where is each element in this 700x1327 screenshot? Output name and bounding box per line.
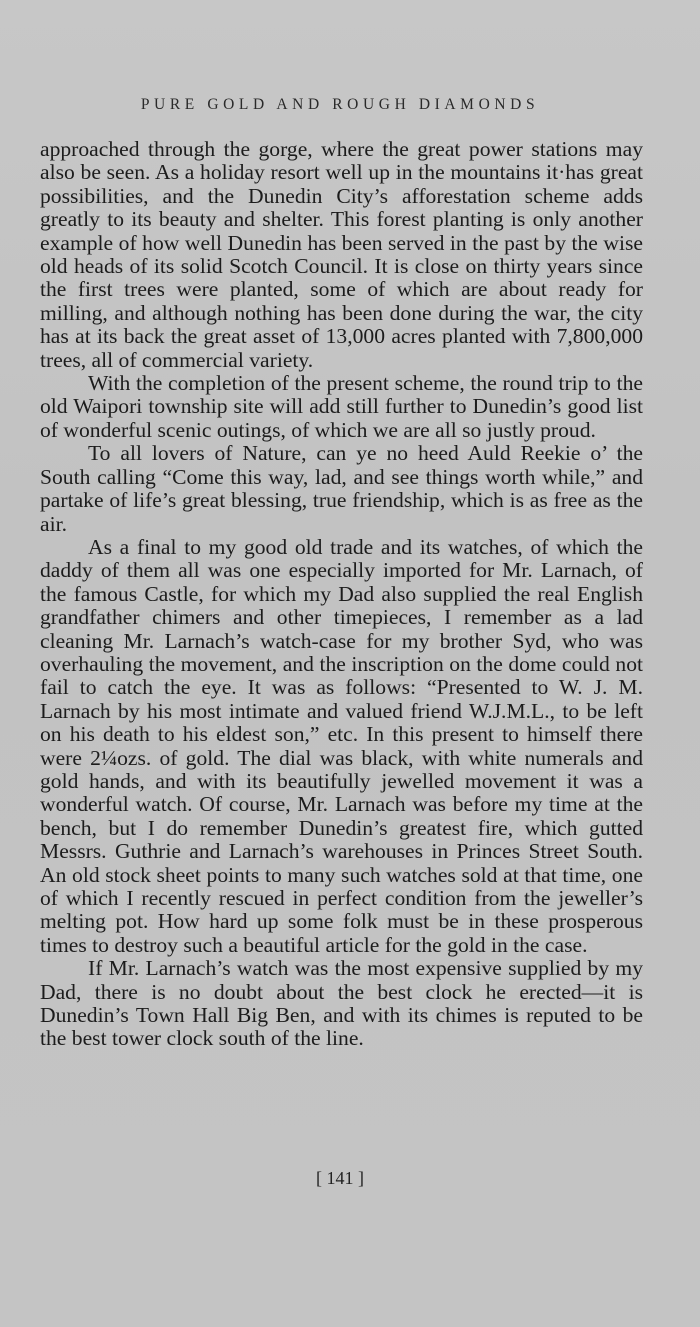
- paragraph-4: As a final to my good old trade and its watches, of which the daddy of them all was one especially imported for Mr. Larnach, of the famous Castle, for which my Dad also supplied the real English grandfather chimers and other timepieces, I remember as a lad cleaning Mr. Larnach’s watch-case for my brother Syd, who was overhauling the movement, and the inscription on the dome could not fail to catch the eye. It was as follows: “Presented to W. J. M. Larnach by his most intimate and valued friend W.J.M.L., to be left on his death to his eldest son,” etc. In this present to himself there were 2¼ozs. of gold. The dial was black, with white numerals and gold hands, and with its beautifully jewelled movement it was a wonderful watch. Of course, Mr. Larnach was before my time at the bench, but I do remember Dunedin’s greatest fire, which gutted Messrs. Guthrie and Larnach’s warehouses in Princes Street South. An old stock sheet points to many such watches sold at that time, one of which I recently rescued in perfect condition from the jeweller’s melting pot. How hard up some folk must be in these prosperous times to destroy such a beautiful article for the gold in the case.: [40, 534, 643, 957]
- running-head: PURE GOLD AND ROUGH DIAMONDS: [140, 96, 540, 113]
- page-number: [ 141 ]: [316, 1168, 364, 1188]
- body-text: [40, 138, 643, 1051]
- paragraph-1: approached through the gorge, where the great power stations may also be seen. As a holiday resort well up in the mountains it·has great possibilities, and the Dunedin City’s afforestation scheme adds greatly to its beauty and shelter. This forest planting is only another example of how well Dunedin has been served in the past by the wise old heads of its solid Scotch Council. It is close on thirty years since the first trees were planted, some of which are about ready for milling, and although nothing has been done during the war, the city has at its back the great asset of 13,000 acres planted with 7,800,000 trees, all of commercial variety.: [40, 137, 643, 372]
- paragraph-2: With the completion of the present scheme, the round trip to the old Waipori township site will add still further to Dunedin’s good list of wonderful scenic outings, of which we are all so justly proud.: [40, 371, 643, 442]
- paragraph-5: If Mr. Larnach’s watch was the most expensive supplied by my Dad, there is no doubt about the best clock he erected—it is Dunedin’s Town Hall Big Ben, and with its chimes is reputed to be the best tower clock south of the line.: [40, 956, 643, 1051]
- paragraph-3: To all lovers of Nature, can ye no heed Auld Reekie o’ the South calling “Come this way, lad, and see things worth while,” and partake of life’s great blessing, true friendship, which is as free as the air.: [40, 441, 643, 536]
